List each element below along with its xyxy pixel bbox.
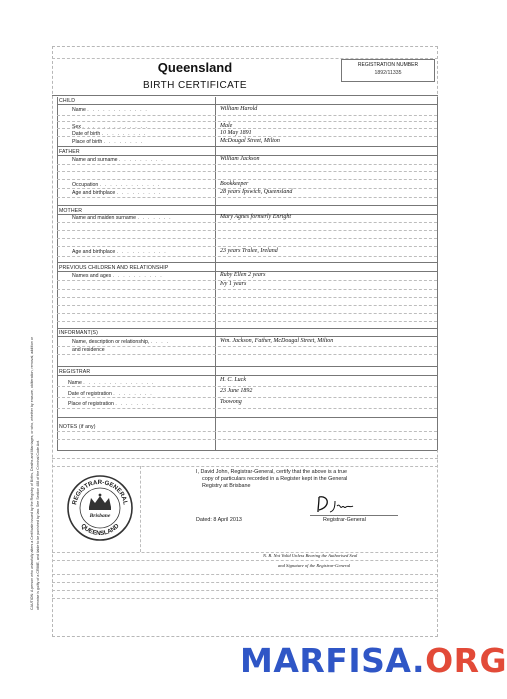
document-title: BIRTH CERTIFICATE xyxy=(142,80,248,91)
certification-statement: I, David John, Registrar-General, certify that the above is a true copy of particulars recorded in a Register kept in the General Registry at Brisbane xyxy=(196,469,348,489)
father-occupation-label: Occupation . . . . . . . . . . . . xyxy=(72,182,161,188)
child-name-value: William Harold xyxy=(220,106,258,112)
father-age-value: 28 years Ipswich, Queensland xyxy=(220,189,293,195)
section-registrar: REGISTRAR xyxy=(59,369,91,375)
section-notes: NOTES (if any) xyxy=(59,424,96,430)
previous-child-1: Ruby Ellen 2 years xyxy=(220,272,266,278)
registration-place-label: Place of registration . . . . . . . . xyxy=(68,401,155,407)
marfisa-watermark: MARFISA.ORG xyxy=(240,641,507,680)
section-previous-children: PREVIOUS CHILDREN AND RELATIONSHIP xyxy=(59,265,169,271)
seal-top-text: REGISTRAR-GENERAL xyxy=(71,478,129,506)
footnote-line-1: N. B. Not Valid Unless Bearing the Authorised Seal xyxy=(263,553,358,558)
child-name-label: Name . . . . . . . . . . . . xyxy=(72,107,149,113)
child-pob-value: McDougal Street, Milton xyxy=(220,138,280,144)
registrar-name-value: H. C. Luck xyxy=(220,377,246,383)
footnote-line-2: and Signature of the Registrar-General xyxy=(278,563,351,568)
signature xyxy=(313,493,359,515)
registration-box xyxy=(341,59,435,82)
registration-date-value: 23 June 1892 xyxy=(220,388,253,394)
child-sex-label: Sex . . . . . . . . . . . . . xyxy=(72,124,149,130)
child-pob-label: Place of birth . . . . . . . . xyxy=(72,139,144,145)
father-age-label: Age and birthplace . . . . . . . . . xyxy=(72,190,162,196)
section-mother: MOTHER xyxy=(59,208,83,214)
caution-notice: CAUTION: A person who unlawfully alters a Certificate issued by the Registry of Births, Deaths and Marriages, or who, whether by erasure, obliteration, removal, addition or otherwise is guilty of a CRIME, and liable to be punished by law. See Section 488 of the Criminal Code Act. xyxy=(30,336,40,610)
crown-icon xyxy=(89,494,111,510)
seal-city: Brisbane xyxy=(89,513,111,519)
father-name-label: Name and surname . . . . . . . . . xyxy=(72,157,164,163)
registration-place-value: Toowong xyxy=(220,399,242,405)
father-name-value: William Jackson xyxy=(220,156,260,162)
section-child: CHILD xyxy=(59,98,76,104)
child-dob-label: Date of birth . . . . . . . . . xyxy=(72,131,147,137)
section-father: FATHER xyxy=(59,149,80,155)
previous-child-2: Ivy 1 years xyxy=(220,281,247,287)
registrar-name-label: Name . . . . . . . . . . . . . . xyxy=(68,380,155,386)
mother-name-value: Mary Agnes formerly Enright xyxy=(220,214,292,220)
registration-number: 1892/11335 xyxy=(374,70,402,76)
registrar-general-seal xyxy=(66,474,134,542)
section-informant: INFORMANT(S) xyxy=(59,330,98,336)
father-occupation-value: Bookkeeper xyxy=(220,181,249,187)
mother-age-label: Age and birthplace . . . . . . . . . . xyxy=(72,249,167,255)
dated: Dated: 8 April 2013 xyxy=(196,517,242,523)
mother-age-value: 23 years Tralee, Ireland xyxy=(220,248,278,254)
seal-bottom-text: QUEENSLAND xyxy=(79,522,121,538)
signer-title: Registrar-General xyxy=(323,517,366,523)
registration-label: REGISTRATION NUMBER xyxy=(357,62,419,68)
previous-names-label: Names and ages . . . . . . . . . . xyxy=(72,273,163,279)
informant-label-2: and residence xyxy=(72,347,105,353)
mother-name-label: Name and maiden surname . . . . . . . xyxy=(72,215,172,221)
informant-value: Wm. Jackson, Father, McDougal Street, Milton xyxy=(220,338,334,344)
child-dob-value: 10 May 1891 xyxy=(220,130,252,136)
informant-label: Name, description or relationship, . . . . xyxy=(72,339,170,345)
child-sex-value: Male xyxy=(220,123,233,129)
state-title: Queensland xyxy=(157,60,233,75)
registration-date-label: Date of registration . . . . . . . . xyxy=(68,391,153,397)
